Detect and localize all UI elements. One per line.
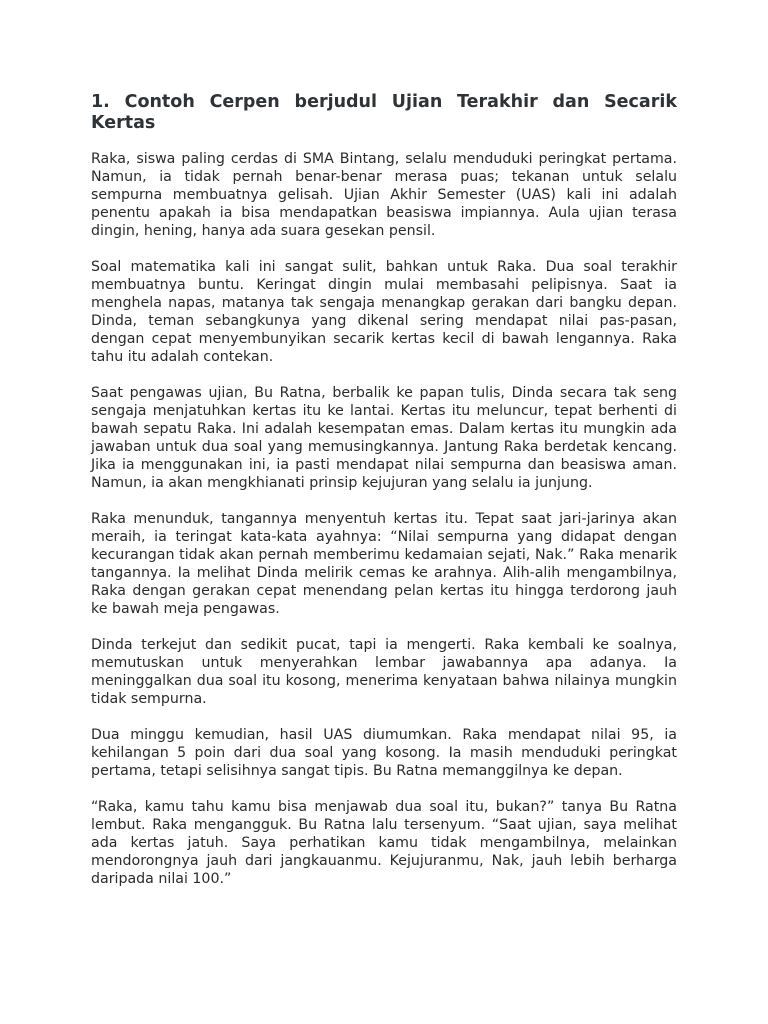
paragraph-3: Saat pengawas ujian, Bu Ratna, berbalik ke papan tulis, Dinda secara tak seng sengaja menjatuhkan kertas itu ke lantai. Kertas itu meluncur, tepat berhenti di bawah sepatu Raka. Ini adalah kesempatan emas. Dalam kertas itu mungkin ada jawaban untuk dua soal yang memusingkannya. Jantung Raka berdetak kencang. Jika ia menggunakan ini, ia pasti mendapat nilai sempurna dan beasiswa aman. Namun, ia akan mengkhianati prinsip kejujuran yang selalu ia junjung. [91,385,677,491]
story-title: 1. Contoh Cerpen berjudul Ujian Terakhir dan Secarik Kertas [91,92,677,133]
paragraph-7: “Raka, kamu tahu kamu bisa menjawab dua soal itu, bukan?” tanya Bu Ratna lembut. Raka mengangguk. Bu Ratna lalu tersenyum. “Saat ujian, saya melihat ada kertas jatuh. Saya perhatikan kamu tidak mengambilnya, melainkan mendorongnya jauh dari jangkauanmu. Kejujuranmu, Nak, jauh lebih berharga daripada nilai 100.” [91,799,677,887]
paragraph-5: Dinda terkejut dan sedikit pucat, tapi ia mengerti. Raka kembali ke soalnya, memutuskan untuk menyerahkan lembar jawabannya apa adanya. Ia meninggalkan dua soal itu kosong, menerima kenyataan bahwa nilainya mungkin tidak sempurna. [91,637,677,707]
paragraph-4: Raka menunduk, tangannya menyentuh kertas itu. Tepat saat jari-jarinya akan meraih, ia teringat kata-kata ayahnya: “Nilai sempurna yang didapat dengan kecurangan tidak akan pernah memberimu kedamaian sejati, Nak.” Raka menarik tangannya. Ia melihat Dinda melirik cemas ke arahnya. Alih-alih mengambilnya, Raka dengan gerakan cepat menendang pelan kertas itu hingga terdorong jauh ke bawah meja pengawas. [91,511,677,617]
paragraph-2: Soal matematika kali ini sangat sulit, bahkan untuk Raka. Dua soal terakhir membuatnya buntu. Keringat dingin mulai membasahi pelipisnya. Saat ia menghela napas, matanya tak sengaja menangkap gerakan dari bangku depan. Dinda, teman sebangkunya yang dikenal sering mendapat nilai pas-pasan, dengan cepat menyembunyikan secarik kertas kecil di bawah lengannya. Raka tahu itu adalah contekan. [91,259,677,365]
paragraph-1: Raka, siswa paling cerdas di SMA Bintang, selalu menduduki peringkat pertama. Namun, ia tidak pernah benar-benar merasa puas; tekanan untuk selalu sempurna membuatnya gelisah. Ujian Akhir Semester (UAS) kali ini adalah penentu apakah ia bisa mendapatkan beasiswa impiannya. Aula ujian terasa dingin, hening, hanya ada suara gesekan pensil. [91,151,677,239]
document-body [91,92,677,906]
paragraph-6: Dua minggu kemudian, hasil UAS diumumkan. Raka mendapat nilai 95, ia kehilangan 5 poin dari dua soal yang kosong. Ia masih menduduki peringkat pertama, tetapi selisihnya sangat tipis. Bu Ratna memanggilnya ke depan. [91,727,677,779]
